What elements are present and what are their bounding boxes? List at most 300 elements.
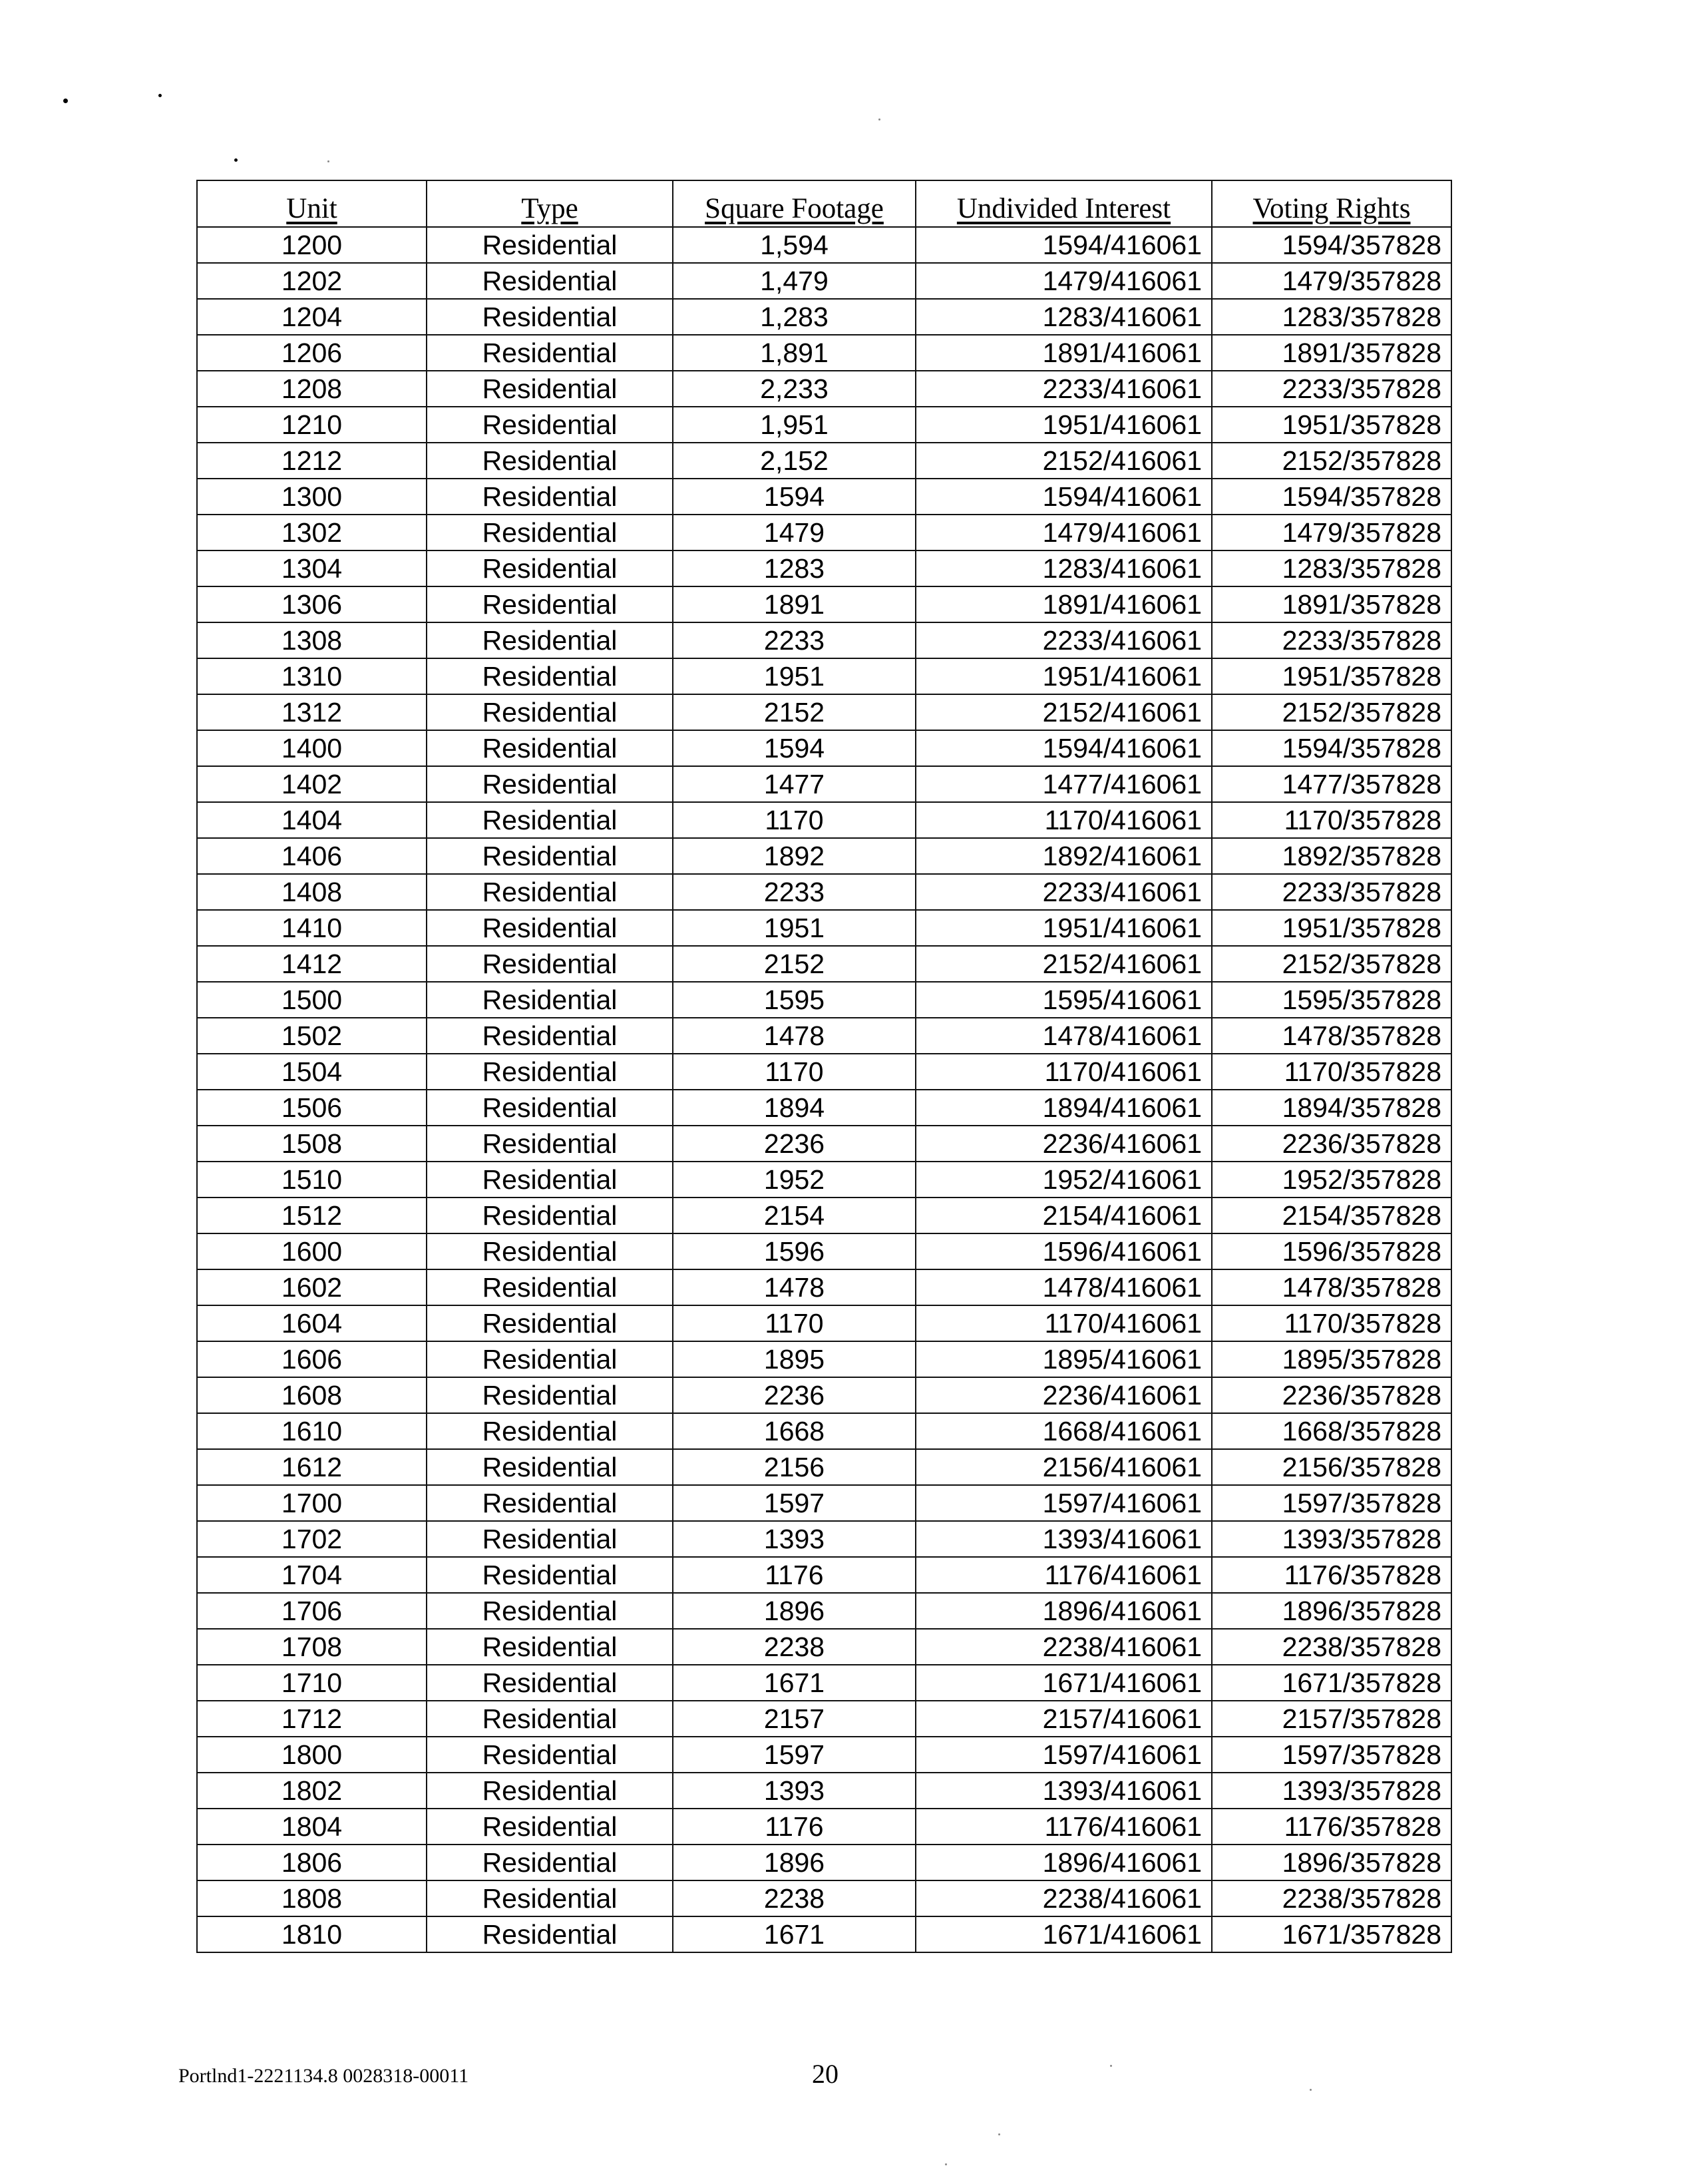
scan-speck xyxy=(945,2163,947,2165)
scan-speck xyxy=(1310,2089,1312,2091)
cell-undivided-interest: 2238/416061 xyxy=(916,1629,1212,1665)
cell-voting-rights: 1595/357828 xyxy=(1212,982,1451,1018)
cell-unit: 1612 xyxy=(197,1449,427,1485)
cell-square-footage: 1597 xyxy=(673,1737,916,1773)
cell-unit: 1704 xyxy=(197,1557,427,1593)
cell-unit: 1700 xyxy=(197,1485,427,1521)
table-row xyxy=(197,1845,1451,1880)
cell-type: Residential xyxy=(427,1737,673,1773)
table-row xyxy=(197,407,1451,443)
cell-type: Residential xyxy=(427,1773,673,1809)
cell-square-footage: 1170 xyxy=(673,1054,916,1090)
cell-unit: 1210 xyxy=(197,407,427,443)
cell-type: Residential xyxy=(427,1269,673,1305)
cell-square-footage: 1,951 xyxy=(673,407,916,443)
cell-square-footage: 1478 xyxy=(673,1018,916,1054)
cell-undivided-interest: 1393/416061 xyxy=(916,1521,1212,1557)
table-row xyxy=(197,299,1451,335)
cell-type: Residential xyxy=(427,1305,673,1341)
cell-voting-rights: 2156/357828 xyxy=(1212,1449,1451,1485)
scan-speck xyxy=(158,94,162,97)
cell-undivided-interest: 1952/416061 xyxy=(916,1162,1212,1198)
cell-square-footage: 1,594 xyxy=(673,227,916,263)
cell-unit: 1410 xyxy=(197,910,427,946)
cell-undivided-interest: 1477/416061 xyxy=(916,766,1212,802)
cell-square-footage: 1170 xyxy=(673,1305,916,1341)
cell-voting-rights: 1478/357828 xyxy=(1212,1269,1451,1305)
cell-voting-rights: 1596/357828 xyxy=(1212,1233,1451,1269)
cell-undivided-interest: 1176/416061 xyxy=(916,1809,1212,1845)
cell-undivided-interest: 2238/416061 xyxy=(916,1880,1212,1916)
cell-type: Residential xyxy=(427,1557,673,1593)
cell-square-footage: 1951 xyxy=(673,910,916,946)
cell-square-footage: 2233 xyxy=(673,874,916,910)
cell-type: Residential xyxy=(427,1485,673,1521)
cell-undivided-interest: 1170/416061 xyxy=(916,802,1212,838)
cell-voting-rights: 1479/357828 xyxy=(1212,263,1451,299)
table-row xyxy=(197,802,1451,838)
table-body xyxy=(197,227,1451,1952)
table-row xyxy=(197,1126,1451,1162)
cell-unit: 1400 xyxy=(197,730,427,766)
cell-unit: 1610 xyxy=(197,1413,427,1449)
column-header-undivided-interest: Undivided Interest xyxy=(916,180,1212,227)
cell-voting-rights: 2236/357828 xyxy=(1212,1126,1451,1162)
cell-type: Residential xyxy=(427,910,673,946)
table-row xyxy=(197,443,1451,479)
cell-unit: 1500 xyxy=(197,982,427,1018)
table-row xyxy=(197,1773,1451,1809)
cell-unit: 1510 xyxy=(197,1162,427,1198)
cell-unit: 1806 xyxy=(197,1845,427,1880)
cell-type: Residential xyxy=(427,1629,673,1665)
cell-square-footage: 1479 xyxy=(673,515,916,550)
cell-voting-rights: 2157/357828 xyxy=(1212,1701,1451,1737)
cell-type: Residential xyxy=(427,515,673,550)
cell-unit: 1408 xyxy=(197,874,427,910)
cell-square-footage: 1596 xyxy=(673,1233,916,1269)
cell-voting-rights: 1597/357828 xyxy=(1212,1485,1451,1521)
table-row xyxy=(197,371,1451,407)
cell-undivided-interest: 2152/416061 xyxy=(916,946,1212,982)
unit-allocation-table xyxy=(196,180,1452,1953)
table-row xyxy=(197,1701,1451,1737)
cell-undivided-interest: 1393/416061 xyxy=(916,1773,1212,1809)
cell-square-footage: 1894 xyxy=(673,1090,916,1126)
table-row xyxy=(197,1916,1451,1952)
cell-unit: 1304 xyxy=(197,550,427,586)
cell-voting-rights: 1597/357828 xyxy=(1212,1737,1451,1773)
cell-type: Residential xyxy=(427,1521,673,1557)
cell-square-footage: 1176 xyxy=(673,1809,916,1845)
cell-unit: 1312 xyxy=(197,694,427,730)
table-row xyxy=(197,1485,1451,1521)
table-row xyxy=(197,1880,1451,1916)
cell-square-footage: 1,891 xyxy=(673,335,916,371)
cell-square-footage: 2156 xyxy=(673,1449,916,1485)
cell-voting-rights: 2238/357828 xyxy=(1212,1629,1451,1665)
cell-undivided-interest: 1891/416061 xyxy=(916,335,1212,371)
cell-type: Residential xyxy=(427,263,673,299)
cell-voting-rights: 2154/357828 xyxy=(1212,1198,1451,1233)
cell-voting-rights: 1283/357828 xyxy=(1212,550,1451,586)
table-row xyxy=(197,550,1451,586)
cell-voting-rights: 1891/357828 xyxy=(1212,335,1451,371)
cell-voting-rights: 1892/357828 xyxy=(1212,838,1451,874)
cell-unit: 1602 xyxy=(197,1269,427,1305)
cell-square-footage: 2152 xyxy=(673,946,916,982)
cell-voting-rights: 1951/357828 xyxy=(1212,407,1451,443)
cell-undivided-interest: 2233/416061 xyxy=(916,371,1212,407)
table-row xyxy=(197,1305,1451,1341)
table-row xyxy=(197,1629,1451,1665)
table-row xyxy=(197,1018,1451,1054)
cell-undivided-interest: 1594/416061 xyxy=(916,227,1212,263)
cell-unit: 1504 xyxy=(197,1054,427,1090)
cell-voting-rights: 2152/357828 xyxy=(1212,694,1451,730)
cell-undivided-interest: 1671/416061 xyxy=(916,1665,1212,1701)
cell-voting-rights: 1170/357828 xyxy=(1212,1054,1451,1090)
cell-square-footage: 2238 xyxy=(673,1880,916,1916)
cell-undivided-interest: 1596/416061 xyxy=(916,1233,1212,1269)
cell-type: Residential xyxy=(427,1090,673,1126)
cell-type: Residential xyxy=(427,766,673,802)
cell-unit: 1208 xyxy=(197,371,427,407)
table-row xyxy=(197,1341,1451,1377)
cell-square-footage: 1595 xyxy=(673,982,916,1018)
cell-voting-rights: 2233/357828 xyxy=(1212,371,1451,407)
cell-unit: 1600 xyxy=(197,1233,427,1269)
cell-unit: 1308 xyxy=(197,622,427,658)
cell-voting-rights: 1891/357828 xyxy=(1212,586,1451,622)
column-header-voting-rights: Voting Rights xyxy=(1212,180,1451,227)
table-row xyxy=(197,910,1451,946)
cell-undivided-interest: 2236/416061 xyxy=(916,1377,1212,1413)
cell-undivided-interest: 1896/416061 xyxy=(916,1845,1212,1880)
cell-unit: 1412 xyxy=(197,946,427,982)
cell-square-footage: 2236 xyxy=(673,1377,916,1413)
cell-voting-rights: 1170/357828 xyxy=(1212,802,1451,838)
cell-voting-rights: 1479/357828 xyxy=(1212,515,1451,550)
cell-undivided-interest: 2233/416061 xyxy=(916,622,1212,658)
cell-undivided-interest: 1597/416061 xyxy=(916,1485,1212,1521)
cell-undivided-interest: 1896/416061 xyxy=(916,1593,1212,1629)
cell-type: Residential xyxy=(427,335,673,371)
cell-voting-rights: 1594/357828 xyxy=(1212,227,1451,263)
scan-speck xyxy=(327,160,329,162)
cell-undivided-interest: 1668/416061 xyxy=(916,1413,1212,1449)
cell-square-footage: 2157 xyxy=(673,1701,916,1737)
cell-voting-rights: 2236/357828 xyxy=(1212,1377,1451,1413)
cell-voting-rights: 2233/357828 xyxy=(1212,622,1451,658)
column-header-unit: Unit xyxy=(197,180,427,227)
cell-undivided-interest: 1283/416061 xyxy=(916,550,1212,586)
cell-unit: 1206 xyxy=(197,335,427,371)
cell-type: Residential xyxy=(427,1916,673,1952)
cell-voting-rights: 2152/357828 xyxy=(1212,946,1451,982)
cell-square-footage: 1283 xyxy=(673,550,916,586)
cell-voting-rights: 1671/357828 xyxy=(1212,1916,1451,1952)
cell-voting-rights: 1283/357828 xyxy=(1212,299,1451,335)
cell-voting-rights: 1951/357828 xyxy=(1212,658,1451,694)
table-row xyxy=(197,1090,1451,1126)
cell-undivided-interest: 1951/416061 xyxy=(916,658,1212,694)
cell-type: Residential xyxy=(427,1845,673,1880)
cell-unit: 1202 xyxy=(197,263,427,299)
cell-type: Residential xyxy=(427,371,673,407)
cell-undivided-interest: 1951/416061 xyxy=(916,910,1212,946)
cell-type: Residential xyxy=(427,299,673,335)
cell-square-footage: 1393 xyxy=(673,1521,916,1557)
cell-voting-rights: 1170/357828 xyxy=(1212,1305,1451,1341)
cell-undivided-interest: 2233/416061 xyxy=(916,874,1212,910)
cell-square-footage: 2236 xyxy=(673,1126,916,1162)
column-header-type: Type xyxy=(427,180,673,227)
cell-type: Residential xyxy=(427,1126,673,1162)
cell-unit: 1708 xyxy=(197,1629,427,1665)
cell-undivided-interest: 2236/416061 xyxy=(916,1126,1212,1162)
cell-undivided-interest: 1671/416061 xyxy=(916,1916,1212,1952)
cell-undivided-interest: 1594/416061 xyxy=(916,730,1212,766)
cell-square-footage: 1668 xyxy=(673,1413,916,1449)
cell-voting-rights: 1594/357828 xyxy=(1212,730,1451,766)
scan-speck xyxy=(998,2133,1000,2135)
cell-type: Residential xyxy=(427,1162,673,1198)
table-row xyxy=(197,1413,1451,1449)
cell-type: Residential xyxy=(427,1809,673,1845)
table-row xyxy=(197,1377,1451,1413)
cell-type: Residential xyxy=(427,1593,673,1629)
cell-unit: 1212 xyxy=(197,443,427,479)
cell-undivided-interest: 1895/416061 xyxy=(916,1341,1212,1377)
cell-type: Residential xyxy=(427,1701,673,1737)
cell-unit: 1706 xyxy=(197,1593,427,1629)
cell-unit: 1702 xyxy=(197,1521,427,1557)
cell-unit: 1302 xyxy=(197,515,427,550)
table-row xyxy=(197,586,1451,622)
cell-voting-rights: 1952/357828 xyxy=(1212,1162,1451,1198)
cell-type: Residential xyxy=(427,622,673,658)
cell-undivided-interest: 2157/416061 xyxy=(916,1701,1212,1737)
cell-type: Residential xyxy=(427,1449,673,1485)
cell-square-footage: 1952 xyxy=(673,1162,916,1198)
cell-unit: 1406 xyxy=(197,838,427,874)
cell-square-footage: 1896 xyxy=(673,1593,916,1629)
cell-unit: 1712 xyxy=(197,1701,427,1737)
cell-unit: 1502 xyxy=(197,1018,427,1054)
cell-unit: 1204 xyxy=(197,299,427,335)
cell-square-footage: 1,283 xyxy=(673,299,916,335)
table-row xyxy=(197,1665,1451,1701)
cell-undivided-interest: 1170/416061 xyxy=(916,1054,1212,1090)
cell-undivided-interest: 1478/416061 xyxy=(916,1018,1212,1054)
table-header-row xyxy=(197,180,1451,227)
cell-type: Residential xyxy=(427,1054,673,1090)
table-row xyxy=(197,1162,1451,1198)
cell-type: Residential xyxy=(427,1665,673,1701)
table-row xyxy=(197,1521,1451,1557)
table-row xyxy=(197,1449,1451,1485)
table-row xyxy=(197,658,1451,694)
cell-square-footage: 1896 xyxy=(673,1845,916,1880)
table-row xyxy=(197,874,1451,910)
cell-undivided-interest: 1479/416061 xyxy=(916,263,1212,299)
cell-unit: 1200 xyxy=(197,227,427,263)
cell-square-footage: 1892 xyxy=(673,838,916,874)
table-row xyxy=(197,946,1451,982)
cell-unit: 1810 xyxy=(197,1916,427,1952)
cell-undivided-interest: 1894/416061 xyxy=(916,1090,1212,1126)
table-row xyxy=(197,730,1451,766)
cell-voting-rights: 1896/357828 xyxy=(1212,1593,1451,1629)
cell-unit: 1306 xyxy=(197,586,427,622)
cell-unit: 1404 xyxy=(197,802,427,838)
cell-unit: 1802 xyxy=(197,1773,427,1809)
scan-speck xyxy=(1110,2065,1112,2067)
cell-voting-rights: 2233/357828 xyxy=(1212,874,1451,910)
cell-unit: 1808 xyxy=(197,1880,427,1916)
table-row xyxy=(197,263,1451,299)
cell-unit: 1804 xyxy=(197,1809,427,1845)
cell-undivided-interest: 1283/416061 xyxy=(916,299,1212,335)
cell-type: Residential xyxy=(427,407,673,443)
cell-square-footage: 1176 xyxy=(673,1557,916,1593)
cell-undivided-interest: 1951/416061 xyxy=(916,407,1212,443)
cell-undivided-interest: 2154/416061 xyxy=(916,1198,1212,1233)
cell-voting-rights: 1477/357828 xyxy=(1212,766,1451,802)
cell-undivided-interest: 1597/416061 xyxy=(916,1737,1212,1773)
cell-voting-rights: 1393/357828 xyxy=(1212,1521,1451,1557)
cell-unit: 1512 xyxy=(197,1198,427,1233)
cell-square-footage: 1671 xyxy=(673,1665,916,1701)
cell-voting-rights: 1594/357828 xyxy=(1212,479,1451,515)
cell-type: Residential xyxy=(427,658,673,694)
cell-type: Residential xyxy=(427,1880,673,1916)
cell-square-footage: 2238 xyxy=(673,1629,916,1665)
cell-unit: 1604 xyxy=(197,1305,427,1341)
scan-speck xyxy=(878,118,880,120)
cell-voting-rights: 2152/357828 xyxy=(1212,443,1451,479)
table-row xyxy=(197,1557,1451,1593)
table-row xyxy=(197,479,1451,515)
cell-type: Residential xyxy=(427,550,673,586)
cell-unit: 1508 xyxy=(197,1126,427,1162)
table-row xyxy=(197,766,1451,802)
table-row xyxy=(197,838,1451,874)
cell-square-footage: 1594 xyxy=(673,479,916,515)
table-row xyxy=(197,622,1451,658)
cell-undivided-interest: 1170/416061 xyxy=(916,1305,1212,1341)
cell-type: Residential xyxy=(427,1341,673,1377)
table-row xyxy=(197,1269,1451,1305)
cell-voting-rights: 1176/357828 xyxy=(1212,1557,1451,1593)
table-row xyxy=(197,1737,1451,1773)
cell-type: Residential xyxy=(427,946,673,982)
cell-type: Residential xyxy=(427,479,673,515)
cell-voting-rights: 1895/357828 xyxy=(1212,1341,1451,1377)
cell-type: Residential xyxy=(427,874,673,910)
cell-undivided-interest: 1479/416061 xyxy=(916,515,1212,550)
cell-square-footage: 1478 xyxy=(673,1269,916,1305)
cell-square-footage: 1,479 xyxy=(673,263,916,299)
cell-voting-rights: 1478/357828 xyxy=(1212,1018,1451,1054)
cell-unit: 1300 xyxy=(197,479,427,515)
cell-undivided-interest: 1892/416061 xyxy=(916,838,1212,874)
cell-undivided-interest: 2156/416061 xyxy=(916,1449,1212,1485)
cell-square-footage: 1594 xyxy=(673,730,916,766)
column-header-square-footage: Square Footage xyxy=(673,180,916,227)
cell-voting-rights: 2238/357828 xyxy=(1212,1880,1451,1916)
scan-speck xyxy=(63,99,68,103)
table-row xyxy=(197,982,1451,1018)
cell-type: Residential xyxy=(427,802,673,838)
page-number: 20 xyxy=(812,2059,839,2089)
cell-type: Residential xyxy=(427,1377,673,1413)
cell-type: Residential xyxy=(427,730,673,766)
cell-square-footage: 1951 xyxy=(673,658,916,694)
cell-unit: 1402 xyxy=(197,766,427,802)
table-row xyxy=(197,227,1451,263)
document-reference: Portlnd1-2221134.8 0028318-00011 xyxy=(178,2065,469,2087)
table-row xyxy=(197,1593,1451,1629)
cell-square-footage: 1671 xyxy=(673,1916,916,1952)
cell-unit: 1606 xyxy=(197,1341,427,1377)
cell-undivided-interest: 1176/416061 xyxy=(916,1557,1212,1593)
cell-type: Residential xyxy=(427,1413,673,1449)
cell-undivided-interest: 2152/416061 xyxy=(916,694,1212,730)
cell-square-footage: 2,152 xyxy=(673,443,916,479)
cell-square-footage: 2154 xyxy=(673,1198,916,1233)
cell-square-footage: 2152 xyxy=(673,694,916,730)
cell-type: Residential xyxy=(427,1233,673,1269)
table-row xyxy=(197,1233,1451,1269)
cell-square-footage: 1170 xyxy=(673,802,916,838)
cell-square-footage: 2,233 xyxy=(673,371,916,407)
cell-type: Residential xyxy=(427,586,673,622)
cell-voting-rights: 1896/357828 xyxy=(1212,1845,1451,1880)
cell-undivided-interest: 2152/416061 xyxy=(916,443,1212,479)
cell-voting-rights: 1393/357828 xyxy=(1212,1773,1451,1809)
table-row xyxy=(197,1809,1451,1845)
cell-square-footage: 1597 xyxy=(673,1485,916,1521)
cell-undivided-interest: 1594/416061 xyxy=(916,479,1212,515)
cell-square-footage: 2233 xyxy=(673,622,916,658)
cell-voting-rights: 1668/357828 xyxy=(1212,1413,1451,1449)
table-row xyxy=(197,335,1451,371)
table-row xyxy=(197,515,1451,550)
table-row xyxy=(197,1198,1451,1233)
cell-type: Residential xyxy=(427,838,673,874)
cell-square-footage: 1477 xyxy=(673,766,916,802)
cell-type: Residential xyxy=(427,1018,673,1054)
cell-type: Residential xyxy=(427,227,673,263)
cell-type: Residential xyxy=(427,694,673,730)
cell-undivided-interest: 1478/416061 xyxy=(916,1269,1212,1305)
cell-unit: 1506 xyxy=(197,1090,427,1126)
cell-unit: 1608 xyxy=(197,1377,427,1413)
cell-voting-rights: 1671/357828 xyxy=(1212,1665,1451,1701)
cell-unit: 1310 xyxy=(197,658,427,694)
cell-unit: 1800 xyxy=(197,1737,427,1773)
scan-speck xyxy=(234,158,238,162)
cell-type: Residential xyxy=(427,1198,673,1233)
cell-square-footage: 1895 xyxy=(673,1341,916,1377)
cell-unit: 1710 xyxy=(197,1665,427,1701)
cell-undivided-interest: 1595/416061 xyxy=(916,982,1212,1018)
cell-type: Residential xyxy=(427,443,673,479)
cell-voting-rights: 1176/357828 xyxy=(1212,1809,1451,1845)
table-row xyxy=(197,1054,1451,1090)
